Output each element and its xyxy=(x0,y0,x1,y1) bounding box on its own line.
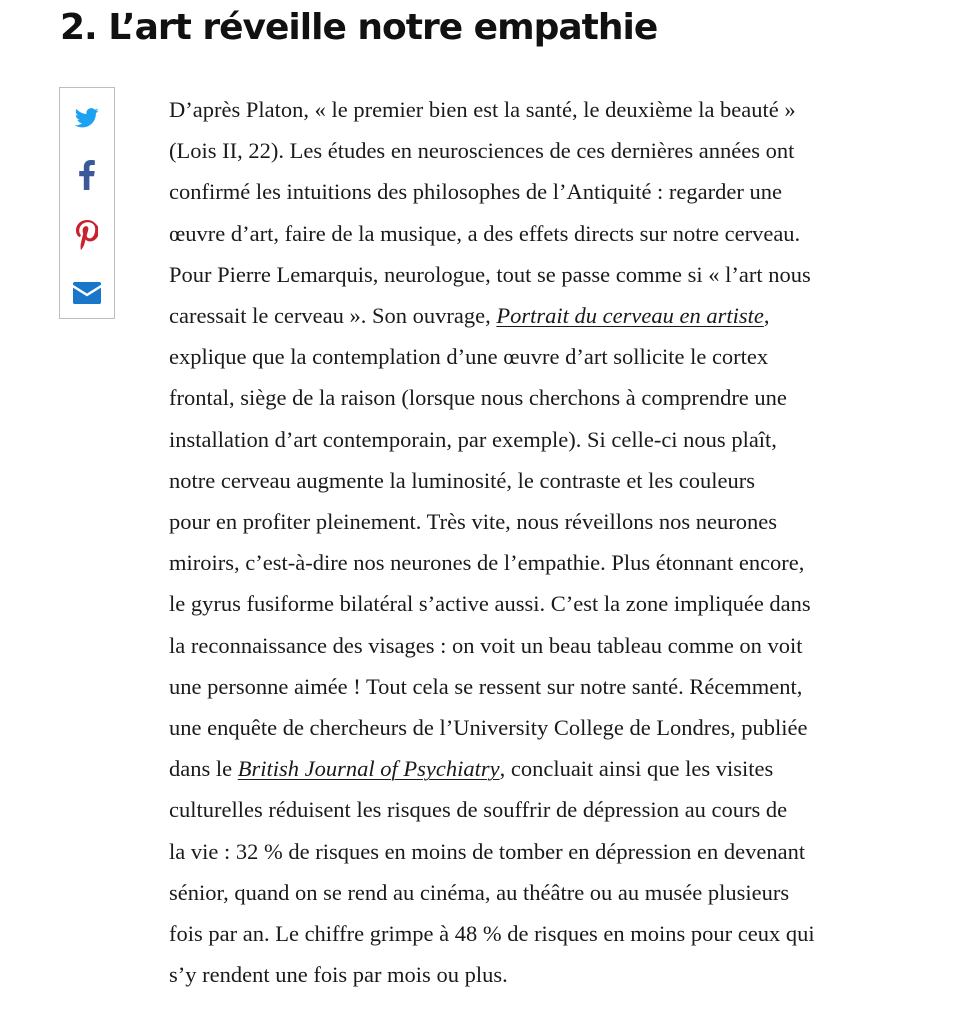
facebook-icon xyxy=(79,160,95,190)
book-link[interactable]: Portrait du cerveau en artiste xyxy=(496,303,764,329)
pinterest-share-button[interactable] xyxy=(60,215,114,255)
article-line: s’y rendent une fois par mois ou plus. xyxy=(169,962,508,988)
article-line: (Lois II, 22). Les études en neurosciences de ces dernières années ont xyxy=(169,138,795,164)
article-line: culturelles réduisent les risques de souffrir de dépression au cours de xyxy=(169,797,788,823)
email-share-button[interactable] xyxy=(60,273,114,313)
article-line: Pour Pierre Lemarquis, neurologue, tout se passe comme si « l’art nous xyxy=(169,261,811,287)
article-line: le gyrus fusiforme bilatéral s’active aussi. C’est la zone impliquée dans xyxy=(169,591,811,617)
section-heading: 2. L’art réveille notre empathie xyxy=(60,7,658,48)
article-line: confirmé les intuitions des philosophes de l’Antiquité : regarder une xyxy=(169,179,782,205)
article-line: la reconnaissance des visages : on voit un beau tableau comme on voit xyxy=(169,632,803,658)
share-bar xyxy=(59,87,115,319)
article-line: frontal, siège de la raison (lorsque nous cherchons à comprendre une xyxy=(169,385,787,411)
article-line: une personne aimée ! Tout cela se ressent sur notre santé. Récemment, xyxy=(169,673,803,699)
article-line: installation d’art contemporain, par exemple). Si celle-ci nous plaît, xyxy=(169,426,777,452)
book-link-suffix: , xyxy=(763,303,770,329)
article-line: fois par an. Le chiffre grimpe à 48 % de risques en moins pour ceux qui xyxy=(169,921,815,947)
pinterest-icon xyxy=(76,220,98,250)
twitter-share-button[interactable] xyxy=(60,98,114,138)
facebook-share-button[interactable] xyxy=(60,155,114,195)
article-line: œuvre d’art, faire de la musique, a des effets directs sur notre cerveau. xyxy=(169,220,801,246)
article-body xyxy=(169,89,969,995)
article-line: D’après Platon, « le premier bien est la santé, le deuxième la beauté » xyxy=(169,97,796,122)
article-line: sénior, quand on se rend au cinéma, au théâtre ou au musée plusieurs xyxy=(169,879,790,905)
article-line: une enquête de chercheurs de l’University College de Londres, publiée xyxy=(169,715,808,741)
article-line-text: , concluait ainsi que les visites xyxy=(499,756,774,782)
email-icon xyxy=(73,282,101,304)
article-line: la vie : 32 % de risques en moins de tomber en dépression en devenant xyxy=(169,838,806,864)
twitter-icon xyxy=(75,108,99,128)
article-line: pour en profiter pleinement. Très vite, nous réveillons nos neurones xyxy=(169,509,778,535)
article-line: explique que la contemplation d’une œuvre d’art sollicite le cortex xyxy=(169,344,769,370)
article-line-with-journal-link xyxy=(169,748,969,789)
journal-link[interactable]: British Journal of Psychiatry xyxy=(237,756,500,782)
article-line-with-book-link xyxy=(169,295,969,336)
article-line: miroirs, c’est-à-dire nos neurones de l’empathie. Plus étonnant encore, xyxy=(169,550,805,576)
article-line-text: dans le xyxy=(169,756,238,782)
article-line-text: caressait le cerveau ». Son ouvrage, xyxy=(169,303,497,329)
article-line: notre cerveau augmente la luminosité, le contraste et les couleurs xyxy=(169,467,756,493)
